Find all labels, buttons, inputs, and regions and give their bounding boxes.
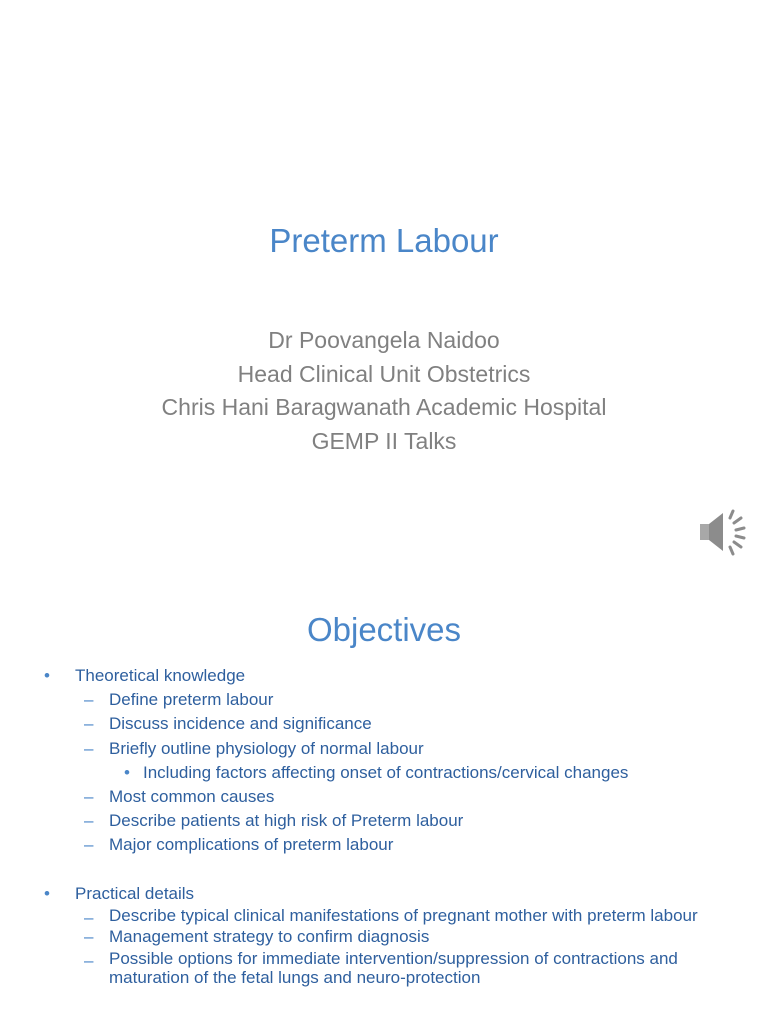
section-spacer: [0, 858, 768, 882]
speaker-icon[interactable]: [696, 506, 752, 558]
list-item-text: Discuss incidence and significance: [109, 714, 372, 734]
presenter-info: [0, 324, 768, 458]
list-item: [0, 833, 768, 857]
list-item-text: Most common causes: [109, 787, 275, 807]
dash-marker: –: [84, 908, 94, 928]
list-item: [0, 688, 768, 712]
objectives-list: [0, 664, 768, 987]
list-item: [0, 882, 768, 906]
list-item: [0, 785, 768, 809]
list-item-text: Management strategy to confirm diagnosis: [109, 927, 430, 947]
list-item: [0, 737, 768, 761]
list-item: [0, 664, 768, 688]
section-heading-practical: Practical details: [75, 883, 195, 903]
dash-marker: –: [84, 738, 94, 758]
list-item: [0, 761, 768, 785]
presentation-title: Preterm Labour: [269, 222, 499, 259]
list-item-text: Define preterm labour: [109, 690, 274, 710]
list-item-text: Including factors affecting onset of contractions/cervical changes: [143, 762, 629, 782]
list-item: [0, 949, 768, 987]
talk-series: GEMP II Talks: [311, 427, 457, 454]
list-item-text: Briefly outline physiology of normal labour: [109, 738, 424, 758]
section-heading-theory: Theoretical knowledge: [75, 666, 246, 685]
list-item: [0, 809, 768, 833]
bullet-marker: •: [44, 666, 50, 685]
list-item: [0, 712, 768, 736]
dash-marker: –: [84, 927, 94, 947]
objectives-title: Objectives: [306, 611, 462, 648]
dash-marker: –: [84, 811, 94, 831]
dash-marker: –: [84, 787, 94, 807]
presenter-name: Dr Poovangela Naidoo: [268, 327, 500, 353]
bullet-marker: •: [124, 762, 130, 782]
presenter-hospital: Chris Hani Baragwanath Academic Hospital: [161, 394, 607, 420]
list-item-text: Describe patients at high risk of Preterm labour: [109, 811, 464, 831]
list-item-text: Major complications of preterm labour: [109, 835, 394, 855]
dash-marker: –: [84, 690, 94, 710]
dash-marker: –: [84, 835, 94, 855]
dash-marker: –: [84, 714, 94, 734]
list-item: [0, 925, 768, 949]
objectives-slide: [0, 576, 768, 1024]
dash-marker: –: [84, 951, 94, 971]
list-item-text: Describe typical clinical manifestations of pregnant mother with preterm labour: [109, 906, 698, 926]
list-item: [0, 906, 768, 928]
list-item-text: Possible options for immediate intervention/suppression of contractions and maturation of the fetal lungs and neuro-protection: [109, 949, 678, 988]
bullet-marker: •: [44, 883, 50, 903]
presenter-role: Head Clinical Unit Obstetrics: [237, 360, 531, 387]
